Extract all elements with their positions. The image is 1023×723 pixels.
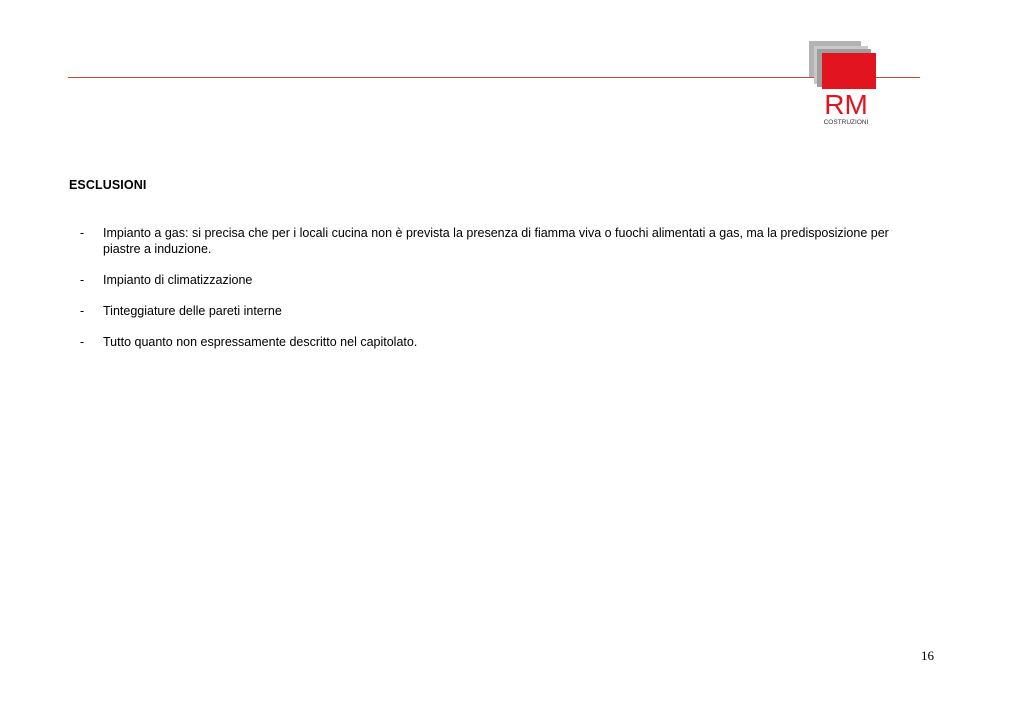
section-title: ESCLUSIONI <box>69 178 147 192</box>
list-item <box>80 272 910 288</box>
list-item-text: Tutto quanto non espressamente descritto nel capitolato. <box>103 335 418 349</box>
list-marker: - <box>80 335 85 349</box>
list-item <box>80 303 910 319</box>
list-item <box>80 334 910 350</box>
list-marker: - <box>80 304 85 318</box>
list-item-text: Tinteggiature delle pareti interne <box>103 304 282 318</box>
list-item-text: Impianto a gas: si precisa che per i locali cucina non è prevista la presenza di fiamma viva o fuochi alimentati a gas, ma la predisposizione per piastre a induzione. <box>103 226 889 256</box>
logo-subtitle: COSTRUZIONI <box>823 119 869 126</box>
list-item <box>80 225 910 257</box>
logo-letters: RM <box>824 89 868 120</box>
exclusions-list <box>80 225 910 365</box>
list-item-text: Impianto di climatizzazione <box>103 273 253 287</box>
page-number: 16 <box>921 648 934 663</box>
list-marker: - <box>80 226 85 240</box>
list-marker: - <box>80 273 85 287</box>
header-divider-line <box>68 77 920 78</box>
company-logo <box>806 41 882 129</box>
